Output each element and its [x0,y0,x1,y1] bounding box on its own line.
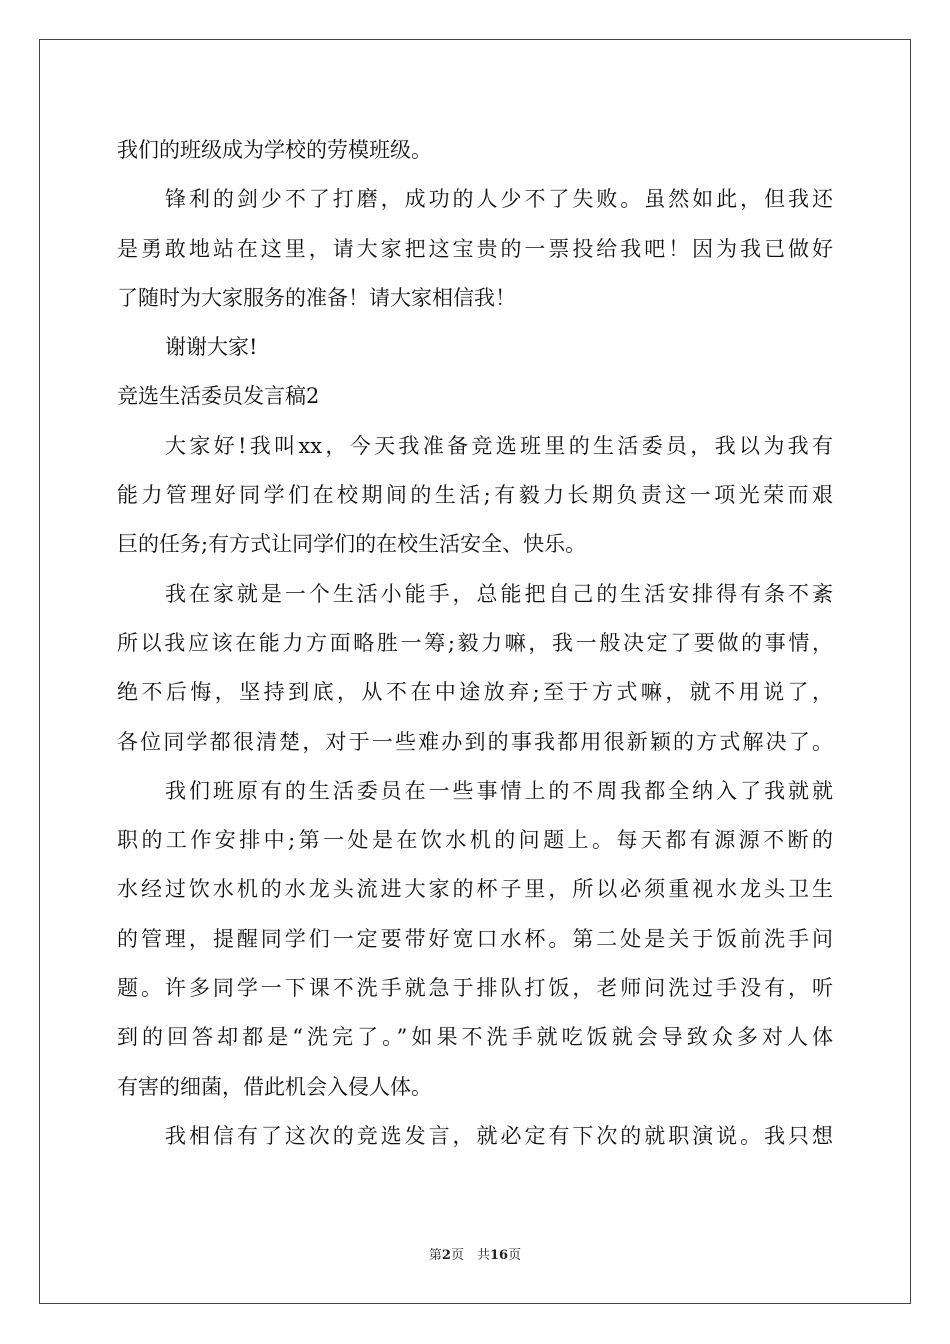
section-heading: 竞选生活委员发言稿2 [117,384,320,409]
text-line: 我在家就是一个生活小能手，总能把自己的生活安排得有条不紊 [165,581,833,606]
text-line: 我们班原有的生活委员在一些事情上的不周我都全纳入了我就就 [165,778,833,803]
text-line: 能力管理好同学们在校期间的生活;有毅力长期负责这一项光荣而艰 [117,483,833,508]
text-line: 所以我应该在能力方面略胜一筹;毅力嘛，我一般决定了要做的事情， [117,630,833,655]
text-line: 到的回答却都是“洗完了。”如果不洗手就吃饭就会导致众多对人体 [117,1025,833,1050]
text-line: 是勇敢地站在这里，请大家把这宝贵的一票投给我吧！因为我已做好 [117,236,833,261]
text-line: 职的工作安排中;第一处是在饮水机的问题上。每天都有源源不断的 [117,828,833,853]
text-line: 题。许多同学一下课不洗手就急于排队打饭，老师问洗过手没有，听 [117,976,833,1001]
text-line: 巨的任务;有方式让同学们的在校生活安全、快乐。 [117,532,587,557]
document-body [117,126,833,1161]
text-line: 有害的细菌，借此机会入侵人体。 [117,1074,432,1099]
page-prefix: 第 [428,1248,442,1263]
text-line: 我们的班级成为学校的劳模班级。 [117,138,432,162]
page-current: 2 [441,1248,451,1263]
page-mid: 页 共 [450,1248,490,1263]
text-line: 锋利的剑少不了打磨，成功的人少不了失败。虽然如此，但我还 [165,187,833,212]
text-line: 大家好!我叫xx，今天我准备竞选班里的生活委员，我以为我有 [165,433,833,458]
text-line: 我相信有了这次的竞选发言，就必定有下次的就职演说。我只想 [165,1123,833,1148]
text-line: 的管理，提醒同学们一定要带好宽口水杯。第二处是关于饭前洗手问 [117,926,833,951]
text-line: 水经过饮水机的水龙头流进大家的杯子里，所以必须重视水龙头卫生 [117,877,833,902]
text-line: 绝不后悔，坚持到底，从不在中途放弃;至于方式嘛，就不用说了， [117,680,833,705]
page-footer [0,1246,950,1266]
page-total: 16 [489,1248,509,1263]
page-suffix: 页 [508,1248,522,1263]
text-line: 了随时为大家服务的准备！请大家相信我！ [117,285,516,310]
text-line: 谢谢大家! [165,335,258,360]
text-line: 各位同学都很清楚，对于一些难办到的事我都用很新颖的方式解决了。 [117,729,833,754]
